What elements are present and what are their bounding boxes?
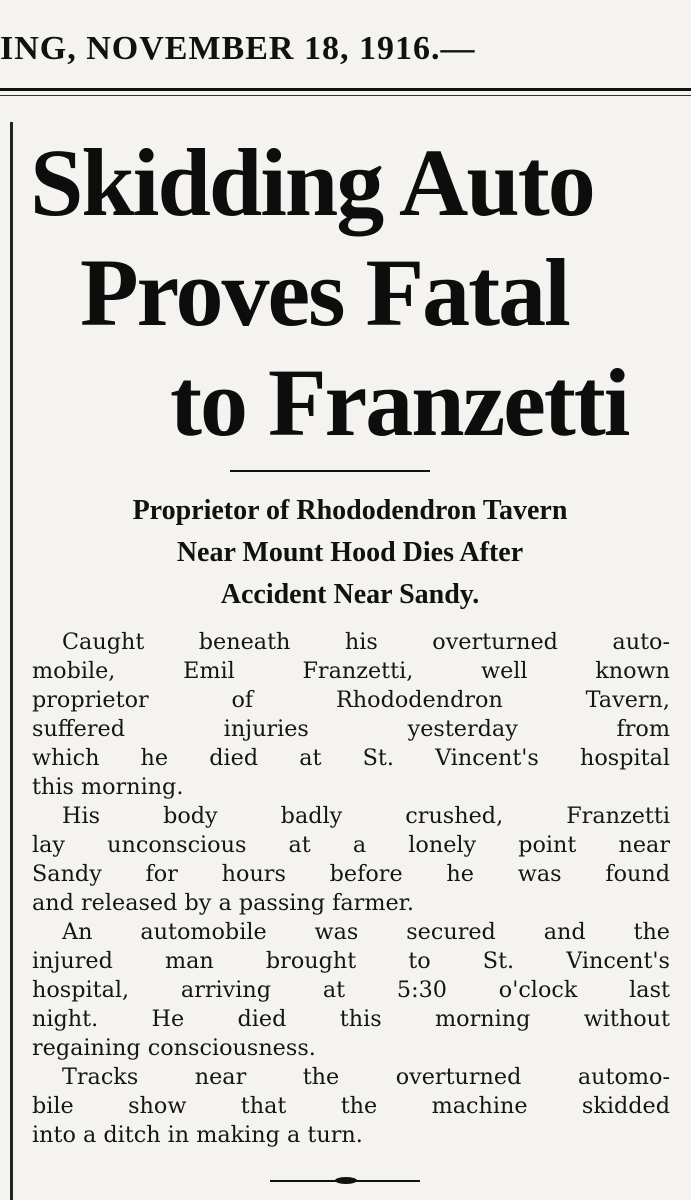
text-line: An automobile was secured and the <box>62 919 670 945</box>
dateline <box>0 30 691 80</box>
paragraph-1 <box>32 628 670 802</box>
dateline-text: ING, NOVEMBER 18, 1916.— <box>0 30 476 67</box>
paragraph-3 <box>32 918 670 1063</box>
subhead-line-1: Proprietor of Rhododendron Tavern <box>132 495 568 526</box>
headline-line-1: Skidding Auto <box>30 129 594 236</box>
text-line: regaining consciousness. <box>32 1035 316 1061</box>
text-line: lay unconscious at a lonely point near <box>32 832 670 858</box>
headline-line-3: to Franzetti <box>170 349 629 456</box>
headline-divider <box>230 470 430 472</box>
text-line: night. He died this morning without <box>32 1006 670 1032</box>
paragraph-4 <box>32 1063 670 1150</box>
dateline-rule <box>0 88 691 91</box>
text-line: hospital, arriving at 5:30 o'clock last <box>32 977 670 1003</box>
text-line: and released by a passing farmer. <box>32 890 414 916</box>
text-line: mobile, Emil Franzetti, well known <box>32 658 670 684</box>
text-line: Tracks near the overturned automo- <box>62 1064 670 1090</box>
subhead <box>20 490 680 616</box>
text-line: His body badly crushed, Franzetti <box>62 803 670 829</box>
headline-line-2: Proves Fatal <box>80 239 569 346</box>
end-rule-ornament <box>335 1177 357 1184</box>
subhead-line-3: Accident Near Sandy. <box>220 579 480 610</box>
text-line: proprietor of Rhododendron Tavern, <box>32 687 670 713</box>
text-line: into a ditch in making a turn. <box>32 1122 363 1148</box>
article-body <box>32 628 670 1150</box>
dateline-rule-thin <box>0 95 691 96</box>
text-line: this morning. <box>32 774 184 800</box>
subhead-line-2: Near Mount Hood Dies After <box>176 537 524 568</box>
text-line: suffered injuries yesterday from <box>32 716 670 742</box>
text-line: which he died at St. Vincent's hospital <box>32 745 670 771</box>
text-line: Caught beneath his overturned auto- <box>62 629 670 655</box>
text-line: injured man brought to St. Vincent's <box>32 948 670 974</box>
column-border <box>10 122 13 1200</box>
headline <box>20 128 680 458</box>
text-line: Sandy for hours before he was found <box>32 861 670 887</box>
text-line: bile show that the machine skidded <box>32 1093 670 1119</box>
paragraph-2 <box>32 802 670 918</box>
